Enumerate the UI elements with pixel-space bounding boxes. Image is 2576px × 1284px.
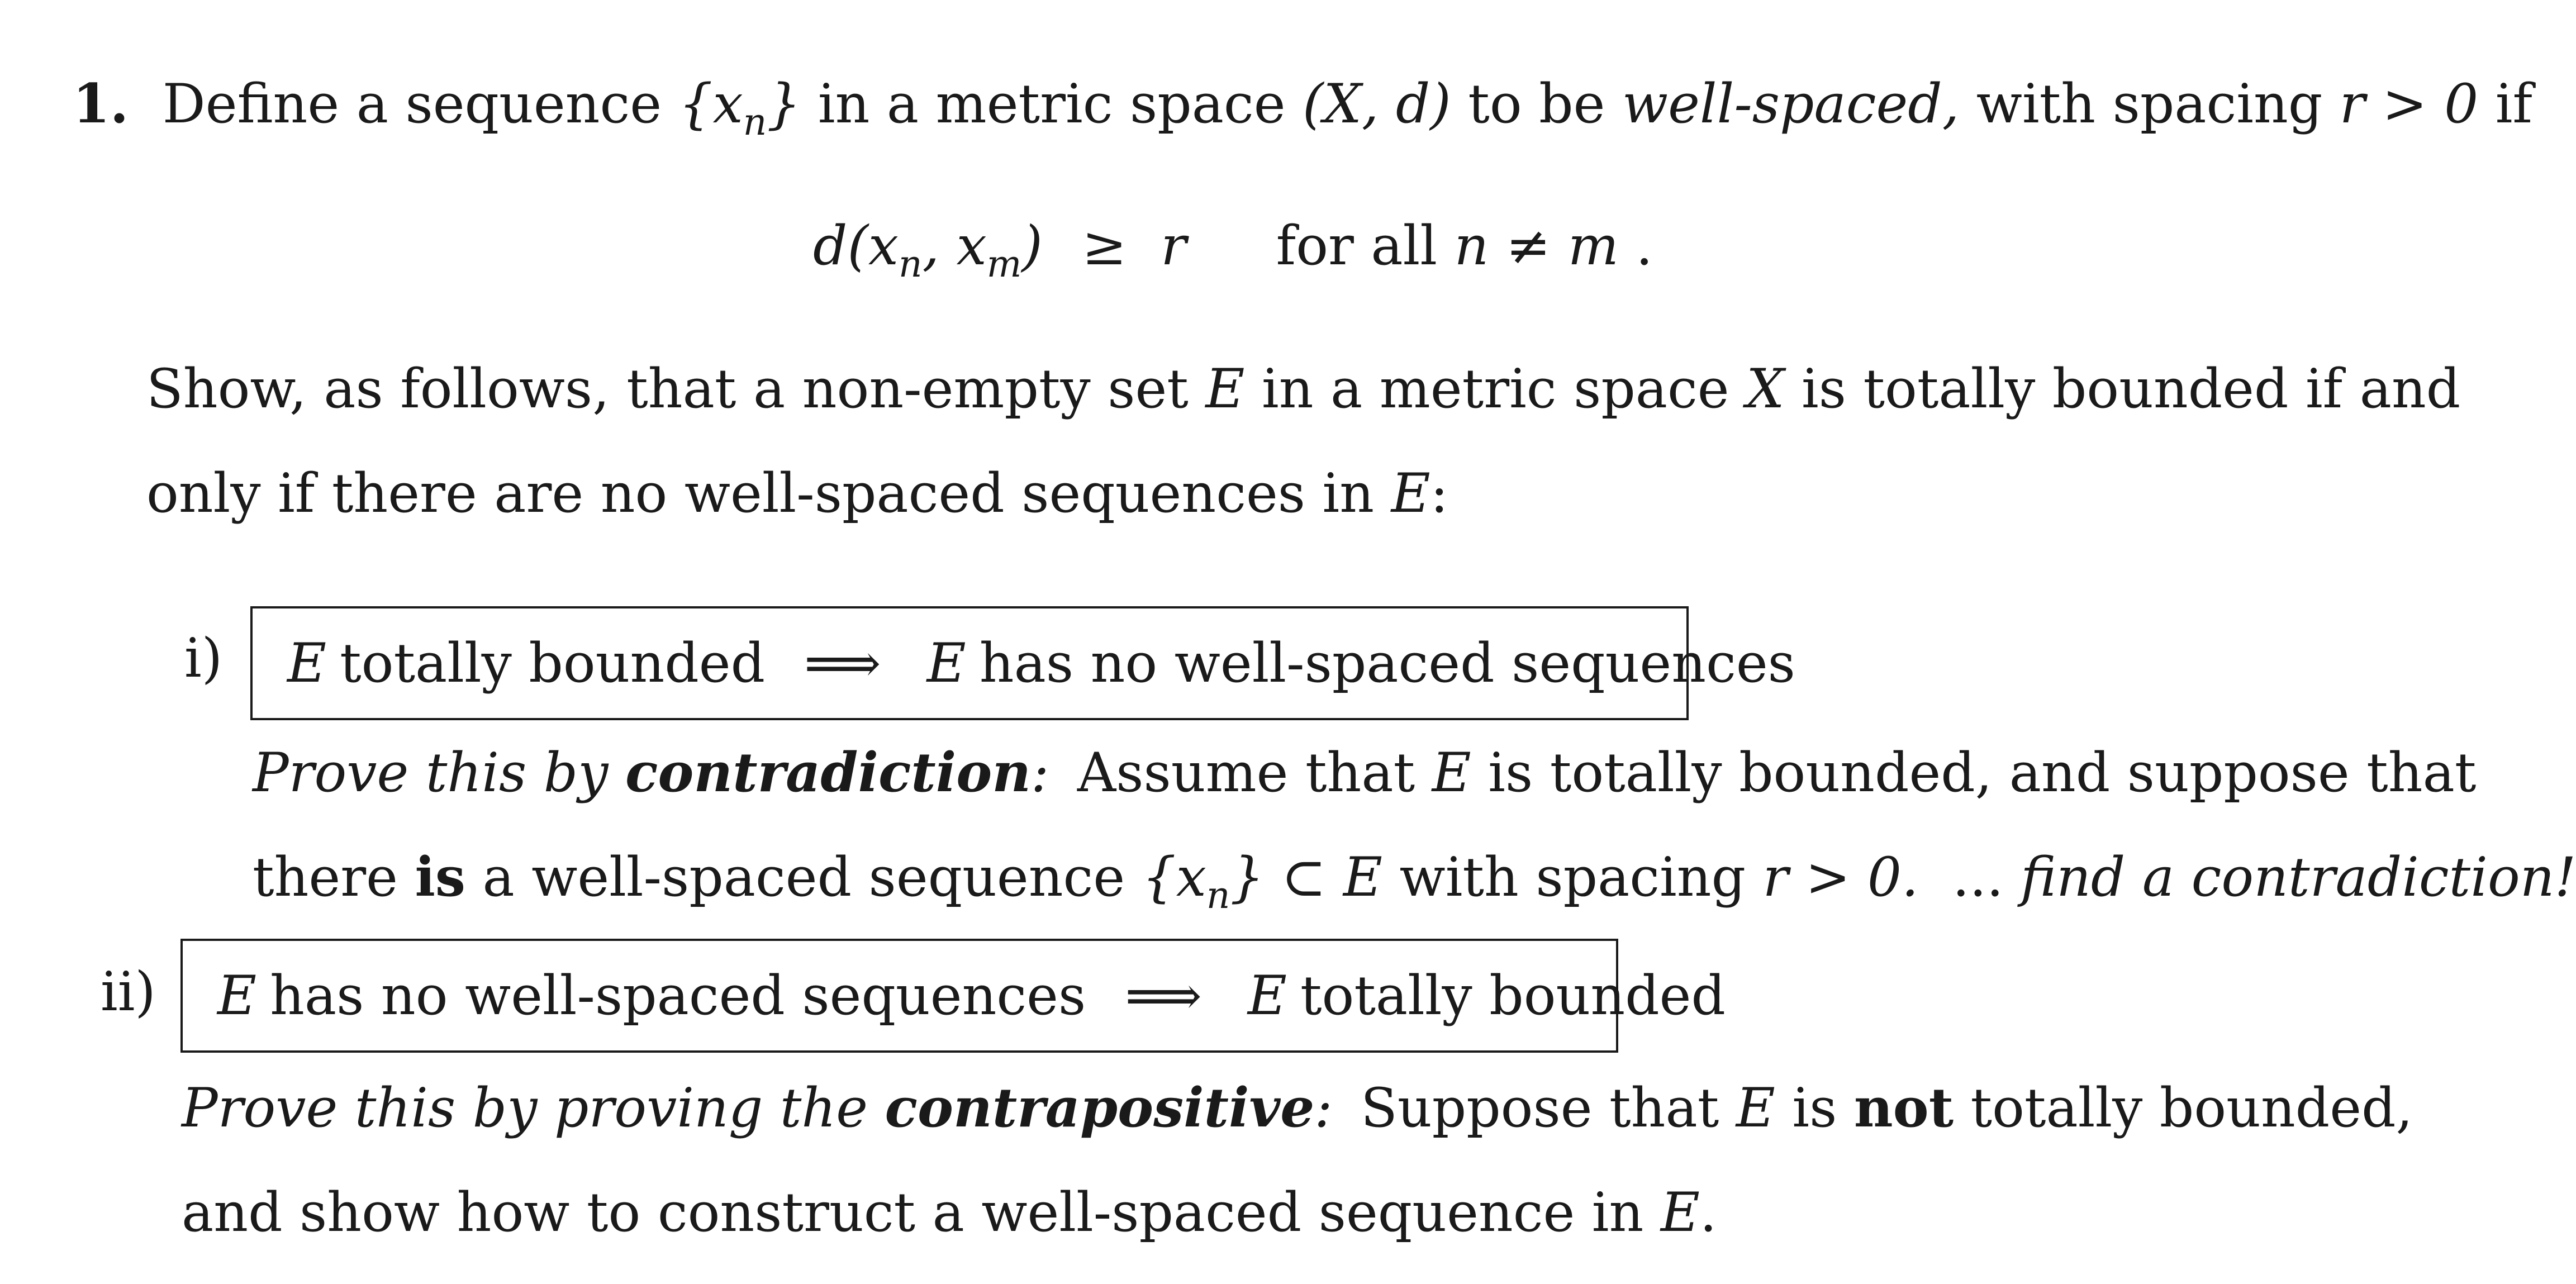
problem-intro-line [73, 72, 2532, 144]
part-ii-label: ii) [101, 960, 156, 1023]
defined-term: well-spaced, [1622, 73, 1960, 135]
spacing-condition: r > 0 [2339, 73, 2479, 135]
index-condition: n ≠ m [1454, 215, 1619, 277]
period: . [1636, 215, 1653, 277]
geq-symbol: ≥ [1082, 215, 1127, 277]
part-i-hint-line-2: there is a well-spaced sequence $\{x_n\}$ ⊂ E with spacing r > 0. ... find a contradiction! [253, 845, 2576, 917]
sequence-symbol: $\{x_n\}$ ⊂ E [1142, 846, 1382, 917]
part-i-label: i) [184, 627, 223, 689]
part-ii-hint-line-2: and show how to construct a well-spaced sequence in E. [182, 1181, 1717, 1244]
implies-arrow: ⟹ [804, 632, 881, 695]
part-i-statement-box: E totally bounded ⟹ E has no well-spaced sequences [250, 606, 1689, 720]
sequence-symbol: $\{x_n\}$ [678, 73, 801, 144]
problem-number: 1. [73, 72, 129, 135]
distance-expression: $d(x_n$, $x_m$) [813, 215, 1043, 286]
intro-text: to be [1468, 73, 1605, 135]
claim-line-1: Show, as follows, that a non-empty set E in a metric space X is totally bounded if and [146, 358, 2461, 420]
part-ii-hint-line-1: Prove this by proving the contrapositive: Suppose that E is not totally bounded, [182, 1076, 2413, 1139]
part-ii-statement-box: E has no well-spaced sequences ⟹ E totally bounded [180, 939, 1618, 1053]
intro-text: with spacing [1976, 73, 2323, 135]
part-i-hint-line-1: Prove this by contradiction: Assume that E is totally bounded, and suppose that [253, 741, 2477, 804]
spacing-r: r [1161, 215, 1187, 277]
intro-text: Define a sequence [162, 73, 662, 135]
display-equation [813, 215, 1653, 286]
method-contradiction: contradiction [625, 741, 1032, 804]
claim-line-2: only if there are no well-spaced sequences in E: [146, 462, 1449, 525]
metric-space-symbol: (X, d) [1303, 73, 1451, 135]
implies-arrow: ⟹ [1125, 964, 1202, 1027]
method-contrapositive: contrapositive [885, 1076, 1315, 1139]
intro-text: if [2495, 73, 2532, 135]
for-all-text: for all [1276, 215, 1438, 277]
intro-text: in a metric space [818, 73, 1286, 135]
